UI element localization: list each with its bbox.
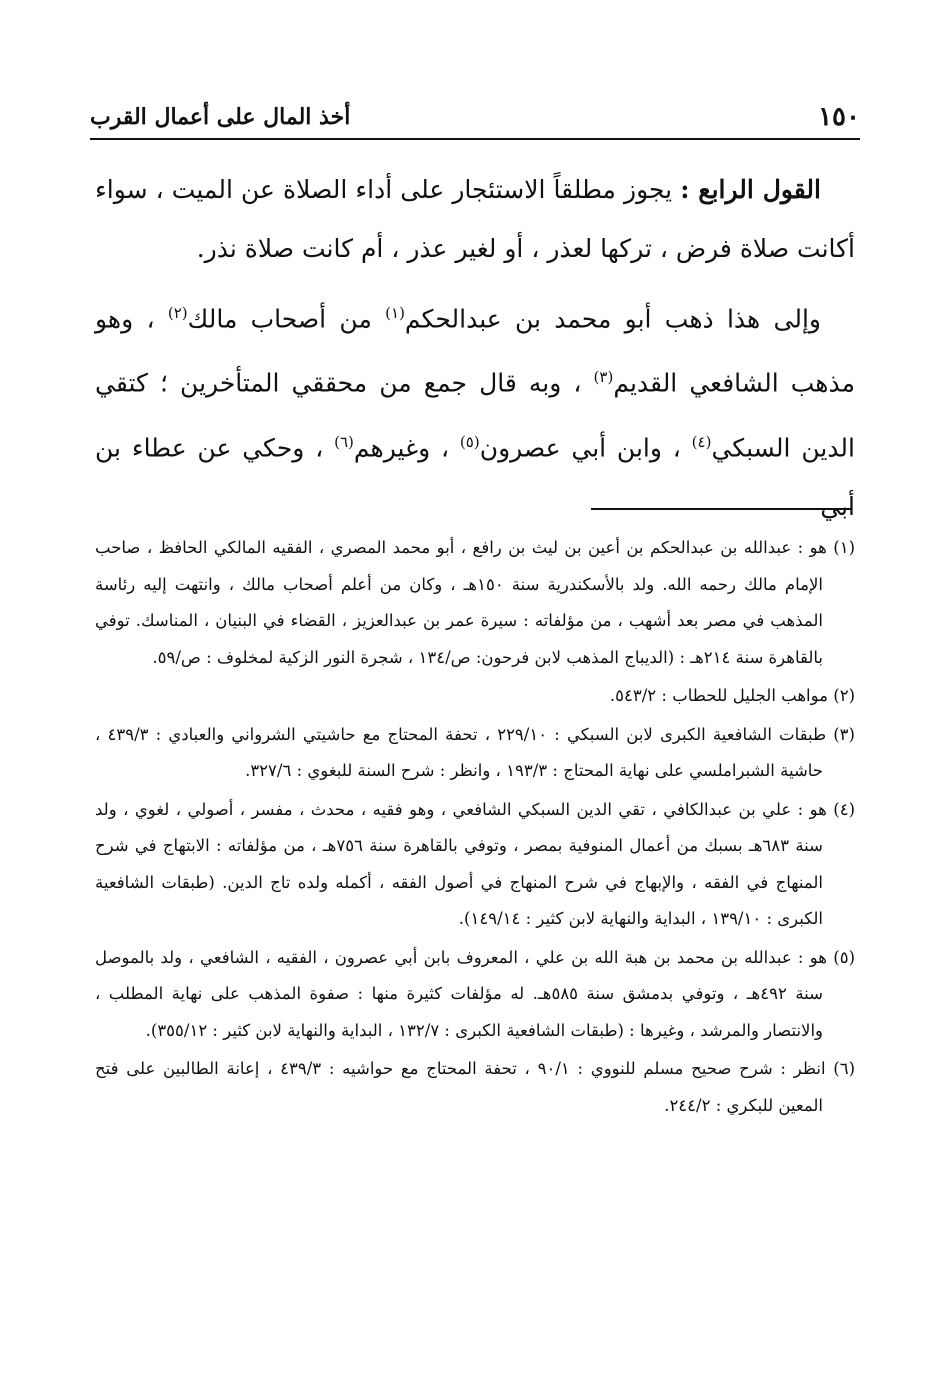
footnote-ref-4[interactable]: (٤) bbox=[691, 432, 712, 451]
footnotes bbox=[95, 530, 855, 1126]
footnote-ref-3[interactable]: (٣) bbox=[593, 368, 614, 387]
page-number: ١٥٠ bbox=[818, 102, 860, 132]
paragraph-2-segment: من أصحاب مالك bbox=[187, 304, 386, 334]
footnote-3: (٣) طبقات الشافعية الكبرى لابن السبكي : ٢٢٩/١٠ ، تحفة المحتاج مع حاشيتي الشرواني والعبادي : ٤٣٩/٣ ، حاشية الشبراملسي على نهاية المحتاج : ١٩٣/٣ ، وانظر : شرح السنة للبغوي : ٣٢٧/٦. bbox=[95, 724, 855, 780]
paragraph-2-segment: ، وغيرهم bbox=[353, 432, 460, 462]
footnote-1: (١) هو : عبدالله بن عبدالحكم بن أعين بن ليث بن رافع ، أبو محمد المصري ، الفقيه المالكي الحافظ ، صاحب الإمام مالك رحمه الله. ولد بالأسكندرية سنة ١٥٠هـ ، وكان من أعلم أصحاب مالك ، وانتهت إليه رئاسة المذهب في مصر بعد أشهب ، من مؤلفاته : سيرة عمر بن عبدالعزيز ، القضاء في البنيان ، المناسك. توفي بالقاهرة سنة ٢١٤هـ : (الديباج المذهب لابن فرحون: ص/١٣٤ ، شجرة النور الزكية لمخلوف : ص/٥٩. bbox=[95, 538, 855, 667]
paragraph-1 bbox=[95, 160, 855, 278]
main-text bbox=[95, 160, 855, 542]
paragraph-2-segment: ، وحكي عن عطاء بن أبي bbox=[95, 432, 855, 521]
footnote-2: (٢) مواهب الجليل للحطاب : ٥٤٣/٢. bbox=[609, 686, 855, 705]
paragraph-2-segment: وإلى هذا ذهب أبو محمد بن عبدالحكم bbox=[404, 304, 821, 334]
running-title: أخذ المال على أعمال القرب bbox=[90, 104, 351, 130]
footnote-6: (٦) انظر : شرح صحيح مسلم للنووي : ٩٠/١ ، تحفة المحتاج مع حواشيه : ٤٣٩/٣ ، إعانة الطالبين على فتح المعين للبكري : ٢٤٤/٢. bbox=[95, 1059, 855, 1115]
paragraph-1-text: يجوز مطلقاً الاستئجار على أداء الصلاة عن الميت ، سواء أكانت صلاة فرض ، تركها لعذر ، أو لغير عذر ، أم كانت صلاة نذر. bbox=[95, 175, 855, 263]
footnote-ref-5[interactable]: (٥) bbox=[459, 432, 480, 451]
paragraph-2 bbox=[95, 284, 855, 536]
header-divider bbox=[90, 138, 860, 140]
page-header bbox=[90, 100, 860, 140]
paragraph-1-lead: القول الرابع : bbox=[680, 175, 821, 204]
paragraph-2-segment: ، وهو مذهب الشافعي القديم bbox=[95, 304, 855, 398]
footnote-ref-1[interactable]: (١) bbox=[385, 304, 405, 322]
footnote-5: (٥) هو : عبدالله بن محمد بن هبة الله بن علي ، المعروف بابن أبي عصرون ، الفقيه ، الشافعي ، ولد بالموصل سنة ٤٩٢هـ ، وتوفي بدمشق سنة ٥٨٥هـ. له مؤلفات كثيرة منها : صفوة المذهب على نهاية المطلب ، والانتصار والمرشد ، وغيرها : (طبقات الشافعية الكبرى : ١٣٢/٧ ، البداية والنهاية لابن كثير : ٣٥٥/١٢). bbox=[95, 947, 855, 1040]
paragraph-2-segment: ، وابن أبي عصرون bbox=[479, 432, 692, 462]
footnote-ref-2[interactable]: (٢) bbox=[167, 304, 188, 322]
footnote-divider bbox=[591, 508, 851, 510]
footnote-4: (٤) هو : علي بن عبدالكافي ، تقي الدين السبكي الشافعي ، وهو فقيه ، محدث ، مفسر ، أصولي ، لغوي ، ولد سنة ٦٨٣هـ بسبك من أعمال المنوفية بمصر ، وتوفي بالقاهرة سنة ٧٥٦هـ ، من مؤلفاته : الابتهاج في شرح المنهاج في الفقه ، والإبهاج في شرح المنهاج في أصول الفقه ، أكمله ولده تاج الدين. (طبقات الشافعية الكبرى : ١٣٩/١٠ ، البداية والنهاية لابن كثير : ١٤٩/١٤). bbox=[95, 799, 855, 928]
footnote-ref-6[interactable]: (٦) bbox=[334, 432, 354, 451]
paragraph-2-segment: ، وبه قال جمع من محققي المتأخرين ؛ كتقي الدين السبكي bbox=[95, 368, 855, 462]
